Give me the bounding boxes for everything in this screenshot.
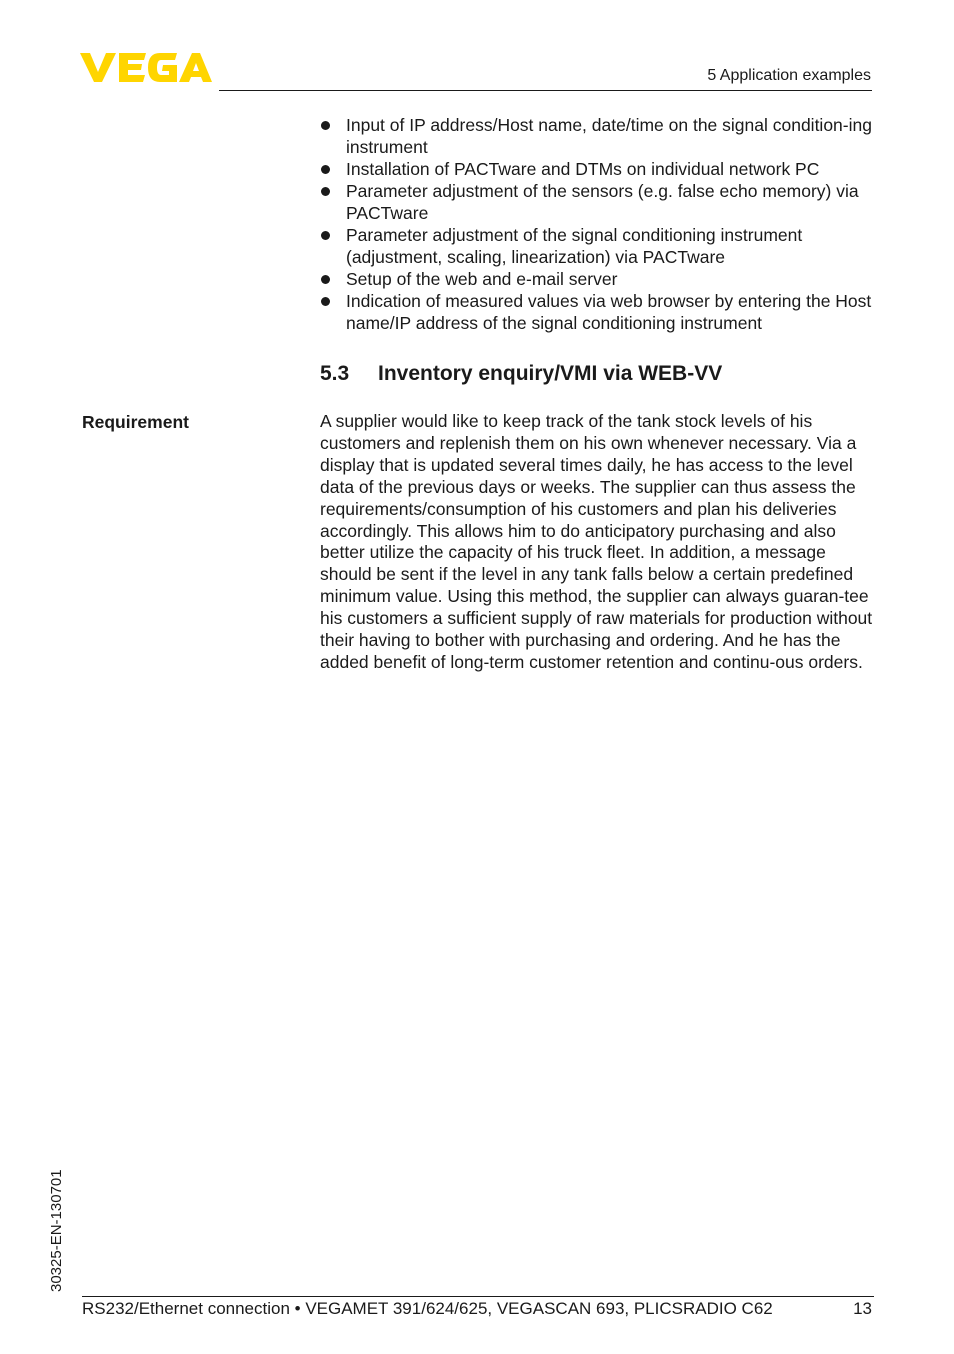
bullet-list-container [320,114,875,334]
list-item [320,224,875,268]
header-section-title: 5 Application examples [707,67,871,84]
requirement-text: A supplier would like to keep track of the tank stock levels of his customers and replenish them on his own whenever necessary. Via a display that is updated several times daily, he has access to the level data of the previous days or weeks. The supplier can thus assess the requirements/consumption of his customers and plan his deliveries accordingly. This allows him to do anticipatory purchasing and also better utilize the capacity of his truck fleet. In addition, a message should be sent if the level in any tank falls below a certain predefined minimum value. Using this method, the supplier can always guaran-tee his customers a sufficient supply of raw materials for production without their having to bother with purchasing and ordering. And he has the added benefit of long-term customer retention and continu-ous orders. [320,411,873,672]
section-title: Inventory enquiry/VMI via WEB-VV [378,362,723,385]
page-number: 13 [853,1299,872,1318]
section-heading [320,362,722,386]
footer-text: RS232/Ethernet connection • VEGAMET 391/624/625, VEGASCAN 693, PLICSRADIO C62 [82,1299,773,1318]
vega-logo-graphic [80,50,212,84]
bullet-icon [321,231,330,240]
bullet-list [320,114,875,334]
list-item-text: Setup of the web and e-mail server [346,269,618,289]
bullet-icon [321,275,330,284]
header-divider [219,90,872,91]
list-item-text: Parameter adjustment of the signal conditioning instrument (adjustment, scaling, linearization) via PACTware [346,225,803,267]
section-number: 5.3 [320,362,350,385]
vega-logo [80,50,212,89]
bullet-icon [321,121,330,130]
document-id: 30325-EN-130701 [48,1169,65,1292]
list-item [320,158,875,180]
footer-divider [82,1296,874,1297]
list-item [320,268,875,290]
list-item [320,290,875,334]
list-item-text: Indication of measured values via web browser by entering the Host name/IP address of the signal conditioning instrument [346,291,872,333]
bullet-icon [321,165,330,174]
list-item-text: Input of IP address/Host name, date/time on the signal condition-ing instrument [346,115,872,157]
list-item-text: Installation of PACTware and DTMs on individual network PC [346,159,820,179]
list-item [320,180,875,224]
list-item [320,114,875,158]
list-item-text: Parameter adjustment of the sensors (e.g. false echo memory) via PACTware [346,181,859,223]
requirement-label: Requirement [82,412,189,432]
bullet-icon [321,297,330,306]
bullet-icon [321,187,330,196]
